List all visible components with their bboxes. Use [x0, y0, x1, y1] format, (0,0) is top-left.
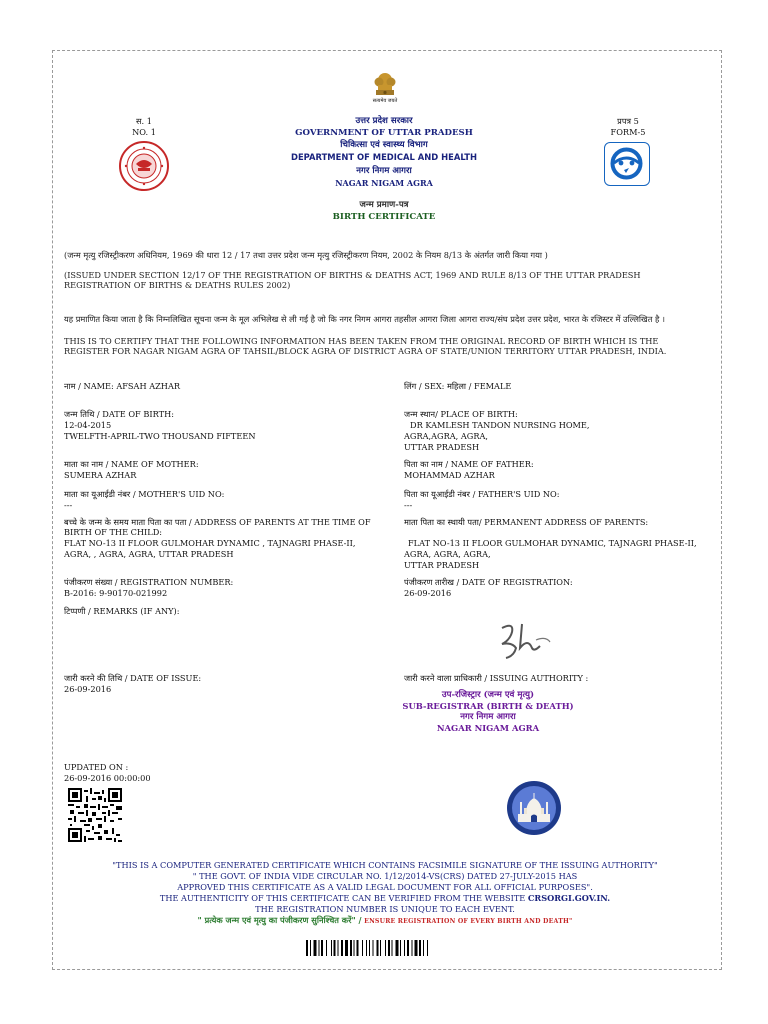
number-hindi: स. 1	[136, 116, 152, 126]
updated-label: UPDATED ON :	[64, 762, 129, 772]
pob-line1: DR KAMLESH TANDON NURSING HOME,	[410, 420, 590, 430]
dob-label: जन्म तिथि / DATE OF BIRTH:	[64, 409, 174, 419]
slogan-hindi: " प्रत्येक जन्म एवं मृत्यु का पंजीकरण सुनिश्चित करें" /	[197, 915, 362, 925]
address-at-birth-line1: FLAT NO-13 II FLOOR GULMOHAR DYNAMIC , TAJNAGRI PHASE-II,	[64, 538, 356, 548]
pob-line2: AGRA,AGRA, AGRA,	[404, 431, 489, 441]
footer-circular: " THE GOVT. OF INDIA VIDE CIRCULAR NO. 1/12/2014-VS(CRS) DATED 27-JULY-2015 HAS	[192, 871, 578, 881]
issued-under-english: (ISSUED UNDER SECTION 12/17 OF THE REGISTRATION OF BIRTHS & DEATHS ACT, 1969 AND RULE 8/13 OF THE UTTAR PRADESH REGISTRATION OF BIRTHS & DEATHS RULES 2002)	[64, 270, 641, 290]
certificate-title-hindi: जन्म प्रमाण-पत्र	[359, 200, 409, 210]
permanent-address-label: माता पिता का स्थायी पता/ PERMANENT ADDRESS OF PARENTS:	[404, 517, 649, 527]
sex-label: लिंग / SEX: महिला / FEMALE	[404, 381, 512, 391]
remarks-label: टिप्पणी / REMARKS (IF ANY):	[64, 606, 180, 616]
registration-number-label: पंजीकरण संख्या / REGISTRATION NUMBER:	[64, 577, 234, 587]
footer-approved: APPROVED THIS CERTIFICATE AS A VALID LEGAL DOCUMENT FOR ALL OFFICIAL PURPOSES".	[177, 882, 593, 892]
permanent-address-line1: FLAT NO-13 II FLOOR GULMOHAR DYNAMIC, TAJNAGRI PHASE-II,	[408, 538, 697, 548]
issue-date-label: जारी करने की तिथि / DATE OF ISSUE:	[64, 673, 202, 683]
address-at-birth-line2: AGRA, , AGRA, AGRA, UTTAR PRADESH	[64, 549, 234, 559]
mother-value: SUMERA AZHAR	[64, 470, 137, 480]
name-value: AFSAH AZHAR	[116, 381, 181, 391]
civil-registration-logo-icon	[604, 142, 650, 186]
permanent-address-line2: AGRA, AGRA, AGRA,	[404, 549, 491, 559]
name-row	[64, 381, 180, 391]
authority-title-hindi: उप-रजिस्ट्रार (जन्म एवं मृत्यु)	[441, 690, 535, 700]
father-label: पिता का नाम / NAME OF FATHER:	[404, 459, 534, 469]
signature-icon	[496, 618, 556, 662]
footer-computer-generated: "THIS IS A COMPUTER GENERATED CERTIFICATE WHICH CONTAINS FACSIMILE SIGNATURE OF THE ISSUING AUTHORITY"	[112, 860, 658, 870]
slogan-english: ENSURE REGISTRATION OF EVERY BIRTH AND DEATH"	[364, 918, 573, 925]
authority-office-hindi: नगर निगम आगरा	[460, 712, 516, 722]
pob-line3: UTTAR PRADESH	[404, 442, 480, 452]
barcode-icon	[306, 940, 458, 956]
footer-authenticity-text: THE AUTHENTICITY OF THIS CERTIFICATE CAN BE VERIFIED FROM THE WEBSITE	[159, 893, 526, 903]
father-uid-label: पिता का यूआईडी नंबर / FATHER'S UID NO:	[404, 489, 560, 499]
form-hindi: प्रपत्र 5	[617, 116, 639, 126]
registration-number-value: B-2016: 9-90170-021992	[64, 588, 168, 598]
certify-english: THIS IS TO CERTIFY THAT THE FOLLOWING INFORMATION HAS BEEN TAKEN FROM THE ORIGINAL RECORD OF BIRTH WHICH IS THE REGISTER FOR NAGAR NIGAM AGRA OF TAHSIL/BLOCK AGRA OF DISTRICT AGRA OF STATE/UNION TERRITORY UTTAR PRADESH, INDIA.	[64, 336, 667, 356]
footer-unique: THE REGISTRATION NUMBER IS UNIQUE TO EACH EVENT.	[255, 904, 515, 914]
emblem-motto: सत्यमेव जयते	[372, 98, 398, 104]
issue-date-value: 26-09-2016	[64, 684, 112, 694]
city-english: NAGAR NIGAM AGRA	[335, 178, 433, 188]
father-uid-value: ---	[404, 500, 413, 510]
footer-slogan	[64, 915, 706, 927]
certificate-title-english: BIRTH CERTIFICATE	[332, 212, 436, 222]
taj-mahal-stamp-icon	[506, 780, 562, 836]
father-value: MOHAMMAD AZHAR	[404, 470, 495, 480]
authority-title-english: SUB-REGISTRAR (BIRTH & DEATH)	[402, 701, 574, 711]
mother-label: माता का नाम / NAME OF MOTHER:	[64, 459, 199, 469]
dob-value: 12-04-2015	[64, 420, 112, 430]
number-english: NO. 1	[132, 127, 156, 137]
mother-uid-label: माता का यूआईडी नंबर / MOTHER'S UID NO:	[64, 489, 225, 499]
issuing-authority-label: जारी करने वाला प्राधिकारी / ISSUING AUTHORITY :	[404, 673, 589, 683]
mother-uid-value: ---	[64, 500, 73, 510]
form-english: FORM-5	[610, 127, 646, 137]
uttar-pradesh-seal-icon	[118, 140, 170, 192]
name-label: नाम / NAME:	[64, 381, 114, 391]
state-name-english: GOVERNMENT OF UTTAR PRADESH	[295, 128, 473, 138]
registration-date-value: 26-09-2016	[404, 588, 452, 598]
updated-value: 26-09-2016 00:00:00	[64, 773, 151, 783]
issued-under-hindi: (जन्म मृत्यु रजिस्ट्रीकरण अधिनियम, 1969 की धारा 12 / 17 तथा उत्तर प्रदेश जन्म मृत्यु रजिस्ट्रीकरण नियम, 2002 के नियम 8/13 के अंतर्गत जारी किया गया )	[64, 250, 548, 260]
department-english: DEPARTMENT OF MEDICAL AND HEALTH	[291, 152, 477, 162]
pob-label: जन्म स्थान/ PLACE OF BIRTH:	[404, 409, 518, 419]
permanent-address-line3: UTTAR PRADESH	[404, 560, 480, 570]
dob-words: TWELFTH-APRIL-TWO THOUSAND FIFTEEN	[64, 431, 256, 441]
qr-code-icon	[68, 788, 122, 842]
state-name-hindi: उत्तर प्रदेश सरकार	[355, 116, 413, 126]
footer-authenticity	[64, 893, 706, 903]
registration-date-label: पंजीकरण तारीख / DATE OF REGISTRATION:	[404, 577, 573, 587]
department-hindi: चिकित्सा एवं स्वास्थ्य विभाग	[340, 140, 428, 150]
ashoka-emblem-icon	[370, 66, 400, 102]
city-hindi: नगर निगम आगरा	[356, 166, 412, 176]
footer-website-link[interactable]: CRSORGI.GOV.IN.	[527, 893, 611, 903]
address-at-birth-label: बच्चे के जन्म के समय माता पिता का पता / ADDRESS OF PARENTS AT THE TIME OF BIRTH OF THE CHILD:	[64, 517, 371, 537]
authority-office-english: NAGAR NIGAM AGRA	[436, 723, 540, 733]
certify-hindi: यह प्रमाणित किया जाता है कि निम्नलिखित सूचना जन्म के मूल अभिलेख से ली गई है जो कि नगर निगम आगरा तहसील आगरा जिला आगरा राज्य/संघ प्रदेश उत्तर प्रदेश, भारत के रजिस्टर में उल्लिखित है ।	[64, 314, 666, 324]
